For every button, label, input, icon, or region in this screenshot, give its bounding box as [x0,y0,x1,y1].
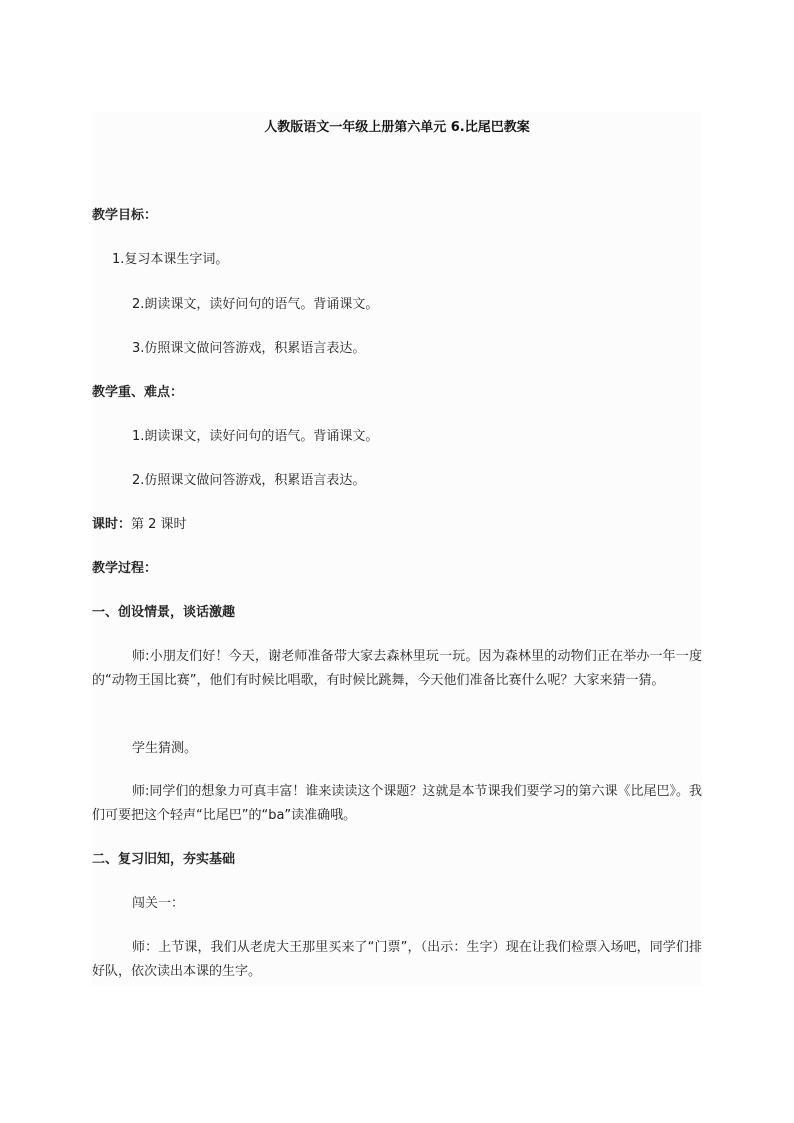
section-heading: 二、复习旧知，夯实基础 [92,852,236,867]
key-points-heading: 教学重、难点： [92,385,184,400]
document-title: 人教版语文一年级上册第六单元 6.比尾巴教案 [264,120,530,135]
paragraph: 师：上节课，我们从老虎大王那里买来了“门票”，（出示：生字）现在让我们检票入场吧，同学们排好队，依次读出本课的生字。 [92,940,702,979]
paragraph: 师:同学们的想象力可真丰富！谁来读读这个课题？这就是本节课我们要学习的第六课《比尾巴》。我们可要把这个轻声“比尾巴”的“ba”读准确哦。 [92,784,702,823]
section-heading: 一、创设情景，谈话激趣 [92,605,236,620]
objective-item: 2.朗读课文，读好问句的语气。背诵课文。 [132,297,379,312]
class-hours [92,517,187,533]
class-hours-label: 课时： [92,517,132,532]
process-heading: 教学过程： [92,561,158,576]
objectives-heading: 教学目标： [92,208,158,223]
paragraph: 师:小朋友们好！今天，谢老师准备带大家去森林里玩一玩。因为森林里的动物们正在举办一年一度的“动物王国比赛”，他们有时候比唱歌，有时候比跳舞，今天他们准备比赛什么呢？大家来猜一猜。 [92,649,702,688]
paragraph: 闯关一： [132,896,185,911]
paragraph: 学生猜测。 [132,741,198,756]
key-point-item: 1.朗读课文，读好问句的语气。背诵课文。 [132,429,379,444]
key-point-item: 2.仿照课文做问答游戏，积累语言表达。 [132,473,366,488]
objective-item: 3.仿照课文做问答游戏，积累语言表达。 [132,341,366,356]
objective-item: 1.复习本课生字词。 [112,252,229,267]
class-hours-value: 第 2 课时 [131,517,187,532]
